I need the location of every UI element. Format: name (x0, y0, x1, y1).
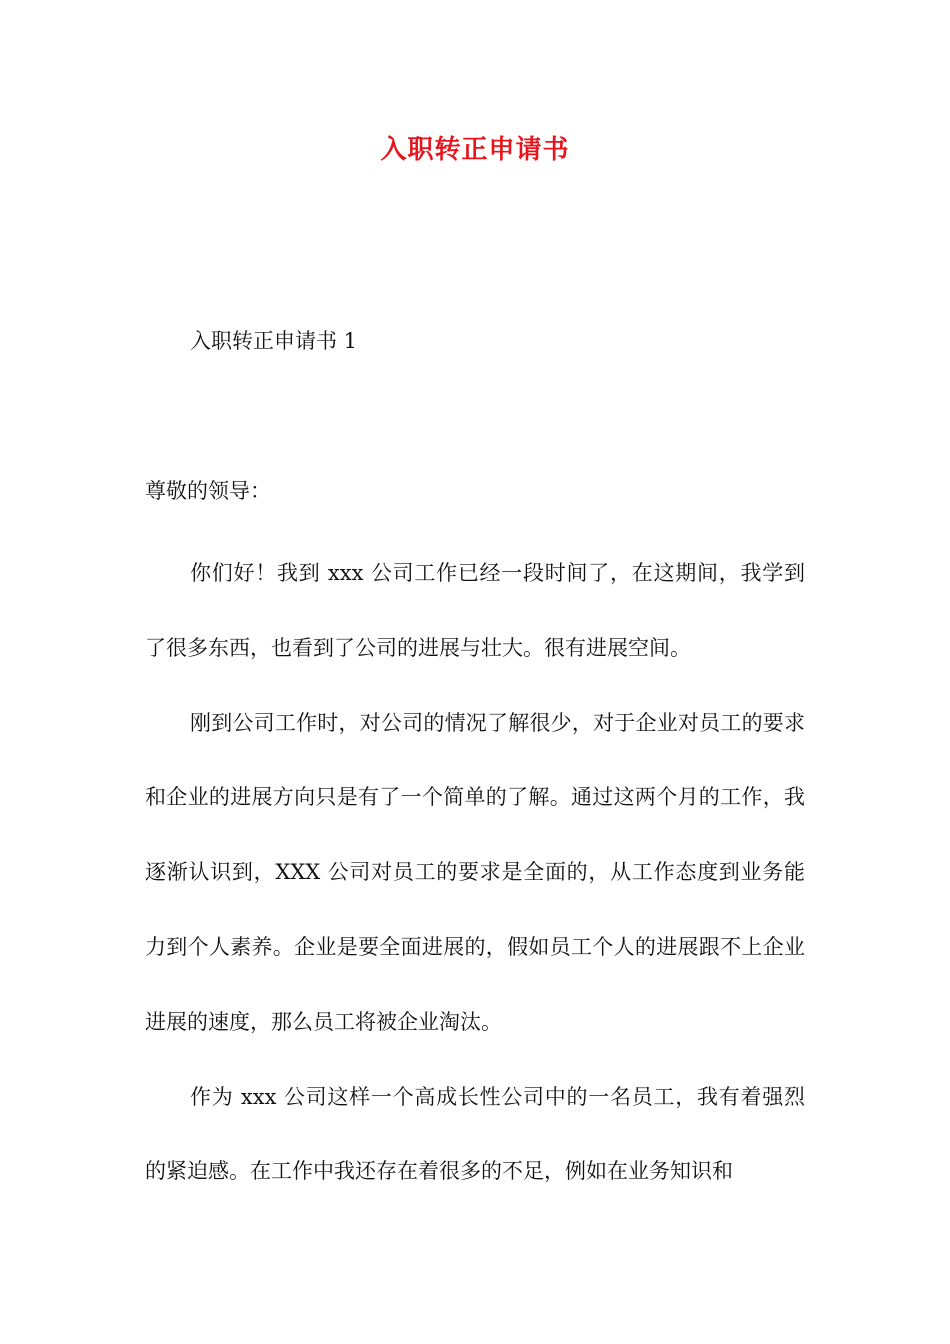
paragraph-2: 刚到公司工作时，对公司的情况了解很少，对于企业对员工的要求和企业的进展方向只是有了一个简单的了解。通过这两个月的工作，我逐渐认识到，XXX 公司对员工的要求是全面的，从工作态度到业务能力到个人素养。企业是要全面进展的，假如员工个人的进展跟不上企业进展的速度，那么员工将被企业淘汰。 (145, 710, 805, 1034)
section-heading: 入职转正申请书 1 (190, 329, 358, 353)
letter-body (145, 536, 805, 1209)
document-title: 入职转正申请书 (380, 135, 570, 165)
salutation: 尊敬的领导： (145, 479, 271, 503)
paragraph-3: 作为 xxx 公司这样一个高成长性公司中的一名员工，我有着强烈的紧迫感。在工作中我还存在着很多的不足，例如在业务知识和 (145, 1084, 805, 1184)
paragraph-1: 你们好！我到 xxx 公司工作已经一段时间了，在这期间，我学到了很多东西，也看到了公司的进展与壮大。很有进展空间。 (145, 561, 805, 660)
